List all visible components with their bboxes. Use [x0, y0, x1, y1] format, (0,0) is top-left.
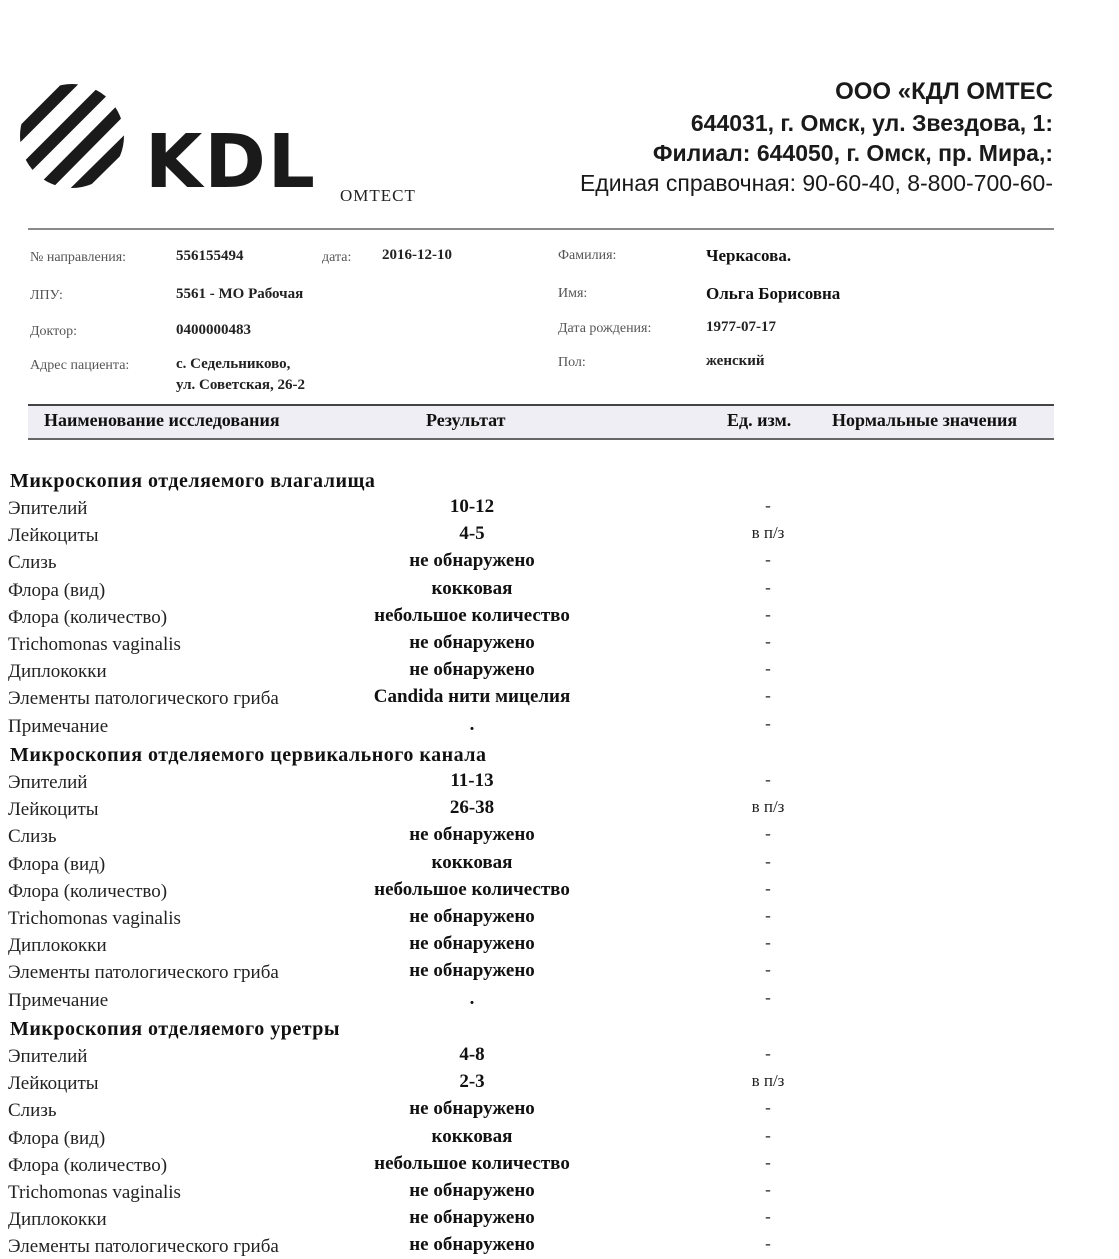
test-result: не обнаружено	[409, 659, 535, 680]
kdl-logo-icon	[14, 80, 134, 192]
test-name: Диплококки	[8, 1209, 107, 1230]
test-result: 4-5	[459, 523, 485, 544]
org-address: 644031, г. Омск, ул. Звездова, 1:	[690, 110, 1053, 136]
brand-subtitle: ОМТЕСТ	[340, 186, 416, 205]
test-name: Флора (количество)	[8, 607, 168, 628]
test-unit: -	[765, 605, 771, 624]
test-name: Флора (количество)	[8, 881, 168, 902]
test-unit: -	[765, 988, 771, 1007]
test-name: Флора (вид)	[8, 854, 106, 875]
test-name: Лейкоциты	[8, 1073, 99, 1094]
test-unit: -	[765, 824, 771, 843]
test-unit: в п/з	[751, 523, 785, 542]
test-result: не обнаружено	[409, 960, 535, 981]
test-unit: -	[765, 632, 771, 651]
address-line1: с. Седельниково,	[176, 356, 291, 372]
test-result: небольшое количество	[374, 605, 570, 626]
test-unit: -	[765, 1180, 771, 1199]
test-unit: -	[765, 686, 771, 705]
test-unit: -	[765, 879, 771, 898]
test-result: 26-38	[449, 797, 495, 818]
test-name: Диплококки	[8, 661, 107, 682]
test-unit: -	[765, 1234, 771, 1253]
test-name: Флора (количество)	[8, 1155, 168, 1176]
lpu-value: 5561 - МО Рабочая	[176, 286, 304, 302]
test-name: Trichomonas vaginalis	[8, 634, 181, 655]
test-result: .	[469, 988, 475, 1009]
name-value: Ольга Борисовна	[706, 284, 841, 303]
test-result: небольшое количество	[374, 1153, 570, 1174]
org-branch: Филиал: 644050, г. Омск, пр. Мира,:	[652, 140, 1053, 166]
test-name: Trichomonas vaginalis	[8, 1182, 181, 1203]
org-name: ООО «КДЛ ОМТЕС	[835, 78, 1053, 105]
test-result: не обнаружено	[409, 550, 535, 571]
test-result: не обнаружено	[409, 824, 535, 845]
lpu-label: ЛПУ:	[30, 288, 63, 303]
test-result: не обнаружено	[409, 632, 535, 653]
doctor-label: Доктор:	[30, 324, 77, 339]
brand-name: KDL	[145, 119, 317, 205]
test-unit: -	[765, 1126, 771, 1145]
test-result: 10-12	[449, 496, 495, 517]
test-result: 2-3	[459, 1071, 485, 1092]
test-unit: -	[765, 550, 771, 569]
test-result: 4-8	[459, 1044, 485, 1065]
test-name: Примечание	[8, 990, 109, 1011]
dob-value: 1977-07-17	[706, 319, 776, 335]
test-name: Примечание	[8, 716, 109, 737]
direction-value: 556155494	[176, 248, 244, 264]
test-name: Элементы патологического гриба	[8, 688, 279, 709]
test-unit: -	[765, 770, 771, 789]
test-result: кокковая	[431, 852, 513, 873]
test-name: Слизь	[8, 552, 57, 573]
test-result: Candida нити мицелия	[373, 686, 571, 707]
test-name: Эпителий	[8, 498, 88, 519]
test-unit: -	[765, 1098, 771, 1117]
doctor-value: 0400000483	[176, 322, 251, 338]
test-unit: -	[765, 933, 771, 952]
col-result-header: Результат	[426, 410, 506, 430]
sex-label: Пол:	[558, 355, 586, 370]
surname-value: Черкасова.	[706, 246, 792, 265]
test-result: .	[469, 714, 475, 735]
test-name: Эпителий	[8, 1046, 88, 1067]
test-result: не обнаружено	[409, 906, 535, 927]
dob-label: Дата рождения:	[558, 321, 652, 336]
address-line2: ул. Советская, 26-2	[176, 377, 305, 393]
test-unit: -	[765, 714, 771, 733]
test-unit: -	[765, 496, 771, 515]
test-unit: -	[765, 659, 771, 678]
section-title: Микроскопия отделяемого цервикального канала	[10, 744, 487, 766]
test-unit: -	[765, 1207, 771, 1226]
section-title: Микроскопия отделяемого уретры	[10, 1018, 341, 1040]
test-unit: -	[765, 578, 771, 597]
test-result: кокковая	[431, 1126, 513, 1147]
test-unit: в п/з	[751, 1071, 785, 1090]
test-name: Диплококки	[8, 935, 107, 956]
test-unit: -	[765, 1044, 771, 1063]
test-name: Флора (вид)	[8, 1128, 106, 1149]
address-label: Адрес пациента:	[30, 358, 130, 373]
org-phone: Единая справочная: 90-60-40, 8-800-700-60-	[579, 170, 1053, 196]
test-result: не обнаружено	[409, 933, 535, 954]
test-unit: -	[765, 906, 771, 925]
surname-label: Фамилия:	[558, 248, 617, 263]
test-name: Лейкоциты	[8, 799, 99, 820]
col-unit-header: Ед. изм.	[727, 410, 792, 430]
test-name: Trichomonas vaginalis	[8, 908, 181, 929]
col-name-header: Наименование исследования	[44, 410, 280, 430]
test-result: кокковая	[431, 578, 513, 599]
test-name: Эпителий	[8, 772, 88, 793]
test-name: Слизь	[8, 1100, 57, 1121]
sex-value: женский	[706, 353, 765, 369]
test-name: Элементы патологического гриба	[8, 962, 279, 983]
test-name: Лейкоциты	[8, 525, 99, 546]
test-result: не обнаружено	[409, 1234, 535, 1255]
test-unit: -	[765, 852, 771, 871]
section-title: Микроскопия отделяемого влагалища	[10, 470, 376, 492]
direction-label: № направления:	[30, 250, 127, 265]
test-result: не обнаружено	[409, 1207, 535, 1228]
test-name: Элементы патологического гриба	[8, 1236, 279, 1257]
header-divider	[28, 228, 1054, 230]
test-name: Флора (вид)	[8, 580, 106, 601]
test-unit: в п/з	[751, 797, 785, 816]
date-value: 2016-12-10	[382, 247, 452, 263]
test-name: Слизь	[8, 826, 57, 847]
test-result: не обнаружено	[409, 1180, 535, 1201]
date-label: дата:	[322, 250, 352, 265]
test-result: 11-13	[450, 770, 494, 791]
test-unit: -	[765, 1153, 771, 1172]
test-unit: -	[765, 960, 771, 979]
col-norm-header: Нормальные значения	[832, 410, 1018, 430]
test-result: не обнаружено	[409, 1098, 535, 1119]
name-label: Имя:	[558, 286, 588, 301]
test-result: небольшое количество	[374, 879, 570, 900]
